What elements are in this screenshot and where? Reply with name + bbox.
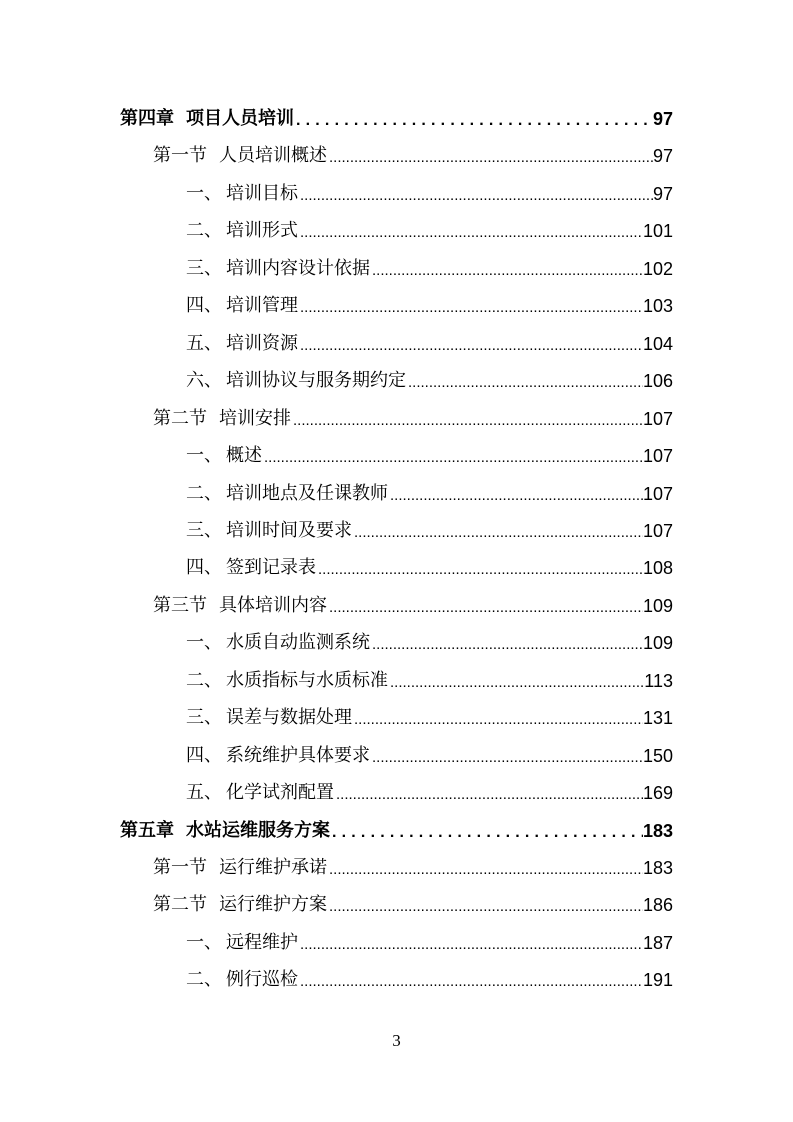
toc-entry-section[interactable] bbox=[153, 137, 673, 167]
toc-entry-page: 104 bbox=[642, 333, 673, 354]
toc-entry-page: 109 bbox=[642, 595, 673, 616]
toc-entry-title: 签到记录表 bbox=[226, 557, 316, 579]
toc-leader-dots bbox=[298, 224, 643, 242]
toc-entry-page: 131 bbox=[642, 708, 673, 729]
toc-entry-title: 培训协议与服务期约定 bbox=[226, 370, 406, 392]
toc-entry-number: 一、 bbox=[186, 182, 222, 204]
toc-entry-page: 107 bbox=[642, 520, 673, 541]
toc-entry-item[interactable] bbox=[186, 512, 673, 542]
toc-entry-label bbox=[186, 745, 370, 767]
toc-leader-dots bbox=[298, 973, 643, 991]
toc-leader-dots bbox=[327, 599, 643, 617]
toc-entry-item[interactable] bbox=[186, 287, 673, 317]
toc-leader-dots bbox=[262, 449, 643, 467]
toc-entry-item[interactable] bbox=[186, 737, 673, 767]
toc-entry-title: 水站运维服务方案 bbox=[186, 819, 330, 841]
toc-leader-dots bbox=[298, 299, 643, 317]
toc-entry-item[interactable] bbox=[186, 325, 673, 355]
toc-leader-dots bbox=[406, 374, 643, 392]
toc-leader-dots bbox=[298, 337, 643, 355]
toc-entry-label bbox=[186, 258, 370, 280]
toc-entry-item[interactable] bbox=[186, 250, 673, 280]
toc-entry-page: 183 bbox=[642, 858, 673, 878]
toc-entry-label bbox=[186, 670, 388, 692]
toc-entry-page: 109 bbox=[642, 633, 673, 654]
toc-leader-dots bbox=[388, 674, 644, 692]
toc-entry-title: 培训时间及要求 bbox=[226, 519, 352, 541]
toc-entry-item[interactable] bbox=[186, 175, 673, 205]
toc-leader-dots bbox=[334, 786, 643, 804]
toc-entry-section[interactable] bbox=[153, 587, 673, 617]
toc-entry-title: 水质自动监测系统 bbox=[226, 632, 370, 654]
toc-entry-title: 人员培训概述 bbox=[219, 145, 327, 167]
toc-leader-dots bbox=[352, 524, 643, 542]
toc-entry-number: 六、 bbox=[186, 370, 222, 392]
toc-entry-label bbox=[186, 220, 298, 242]
toc-entry-number: 第三节 bbox=[153, 594, 207, 616]
toc-entry-number: 三、 bbox=[186, 519, 222, 541]
toc-entry-title: 水质指标与水质标准 bbox=[226, 669, 388, 691]
toc-entry-item[interactable] bbox=[186, 475, 673, 505]
toc-entry-label bbox=[153, 145, 327, 167]
toc-entry-page: 97 bbox=[652, 109, 673, 129]
toc-leader-dots bbox=[327, 898, 643, 916]
toc-entry-page: 191 bbox=[642, 970, 673, 991]
toc-entry-title: 例行巡检 bbox=[226, 969, 298, 991]
toc-entry-section[interactable] bbox=[153, 849, 673, 879]
toc-entry-label bbox=[186, 932, 298, 954]
toc-entry-label bbox=[186, 557, 316, 579]
toc-entry-title: 远程维护 bbox=[226, 931, 298, 953]
toc-entry-label bbox=[186, 632, 370, 654]
toc-entry-number: 二、 bbox=[186, 220, 222, 242]
toc-entry-page: 103 bbox=[642, 296, 673, 317]
toc-entry-title: 项目人员培训 bbox=[186, 108, 294, 129]
toc-entry-chapter[interactable] bbox=[120, 812, 673, 842]
toc-entry-label bbox=[186, 183, 298, 205]
toc-leader-dots bbox=[298, 187, 653, 205]
toc-entry-title: 培训资源 bbox=[226, 332, 298, 354]
toc-entry-title: 概述 bbox=[226, 445, 262, 467]
toc-leader-dots bbox=[388, 487, 643, 505]
toc-entry-number: 二、 bbox=[186, 482, 222, 504]
toc-entry-page: 186 bbox=[642, 895, 673, 916]
toc-entry-item[interactable] bbox=[186, 212, 673, 242]
toc-entry-number: 二、 bbox=[186, 969, 222, 991]
toc-leader-dots bbox=[327, 861, 643, 879]
toc-entry-number: 五、 bbox=[186, 332, 222, 354]
toc-entry-title: 运行维护承诺 bbox=[219, 857, 327, 878]
toc-entry-number: 第二节 bbox=[153, 407, 207, 429]
toc-entry-number: 四、 bbox=[186, 744, 222, 766]
toc-entry-title: 培训管理 bbox=[226, 295, 298, 317]
toc-entry-page: 97 bbox=[652, 146, 673, 167]
page-number: 3 bbox=[392, 1031, 401, 1050]
toc-entry-title: 化学试剂配置 bbox=[226, 782, 334, 804]
toc-entry-item[interactable] bbox=[186, 437, 673, 467]
toc-leader-dots bbox=[370, 749, 643, 767]
toc-entry-page: 183 bbox=[642, 820, 673, 841]
toc-entry-label bbox=[186, 782, 334, 804]
toc-entry-item[interactable] bbox=[186, 961, 673, 991]
toc-entry-item[interactable] bbox=[186, 624, 673, 654]
toc-leader-dots bbox=[316, 561, 643, 579]
toc-leader-dots bbox=[370, 262, 643, 280]
toc-entry-label bbox=[186, 445, 262, 467]
toc-entry-title: 培训目标 bbox=[226, 182, 298, 204]
toc-leader-dots bbox=[330, 824, 643, 842]
toc-entry-item[interactable] bbox=[186, 699, 673, 729]
toc-entry-page: 101 bbox=[642, 221, 673, 242]
toc-entry-page: 107 bbox=[642, 408, 673, 429]
toc-leader-dots bbox=[370, 636, 643, 654]
toc-entry-label bbox=[153, 894, 327, 916]
toc-entry-number: 二、 bbox=[186, 669, 222, 691]
toc-entry-label bbox=[120, 108, 294, 130]
toc-entry-item[interactable] bbox=[186, 549, 673, 579]
toc-entry-label bbox=[186, 707, 352, 729]
toc-entry-title: 培训安排 bbox=[219, 407, 291, 429]
toc-leader-dots bbox=[291, 412, 643, 430]
toc-entry-title: 误差与数据处理 bbox=[226, 707, 352, 729]
toc-entry-title: 运行维护方案 bbox=[219, 894, 327, 916]
toc-entry-page: 107 bbox=[642, 483, 673, 504]
toc-entry-number: 一、 bbox=[186, 931, 222, 953]
toc-entry-number: 五、 bbox=[186, 782, 222, 804]
toc-entry-page: 108 bbox=[642, 558, 673, 579]
toc-entry-number: 第四章 bbox=[120, 108, 174, 129]
toc-entry-page: 107 bbox=[642, 446, 673, 467]
toc-entry-label bbox=[186, 483, 388, 505]
toc-entry-title: 系统维护具体要求 bbox=[226, 744, 370, 766]
toc-entry-chapter[interactable] bbox=[120, 100, 673, 130]
toc-entry-label bbox=[120, 820, 330, 842]
toc-entry-label bbox=[153, 408, 291, 430]
toc-entry-label bbox=[153, 595, 327, 617]
toc-entry-title: 培训内容设计依据 bbox=[226, 257, 370, 279]
toc-leader-dots bbox=[352, 711, 643, 729]
toc-entry-page: 102 bbox=[642, 258, 673, 279]
toc-entry-number: 四、 bbox=[186, 557, 222, 579]
toc-entry-title: 培训形式 bbox=[226, 220, 298, 242]
toc-entry-page: 150 bbox=[642, 745, 673, 766]
toc-entry-number: 三、 bbox=[186, 257, 222, 279]
toc-entry-number: 第一节 bbox=[153, 857, 207, 878]
toc-leader-dots bbox=[294, 112, 653, 130]
toc-entry-number: 第五章 bbox=[120, 819, 174, 841]
toc-leader-dots bbox=[327, 149, 653, 167]
toc-entry-label bbox=[186, 520, 352, 542]
toc-entry-title: 具体培训内容 bbox=[219, 594, 327, 616]
toc-entry-number: 一、 bbox=[186, 632, 222, 654]
toc-entry-label bbox=[186, 295, 298, 317]
toc-entry-item[interactable] bbox=[186, 774, 673, 804]
toc-entry-item[interactable] bbox=[186, 924, 673, 954]
toc-leader-dots bbox=[298, 936, 643, 954]
toc-entry-number: 第一节 bbox=[153, 145, 207, 167]
toc-entry-title: 培训地点及任课教师 bbox=[226, 482, 388, 504]
toc-entry-section[interactable] bbox=[153, 886, 673, 916]
toc-entry-number: 第二节 bbox=[153, 894, 207, 916]
toc-entry-label bbox=[186, 969, 298, 991]
toc-entry-item[interactable] bbox=[186, 662, 673, 692]
toc-entry-label bbox=[186, 370, 406, 392]
toc-entry-page: 113 bbox=[644, 670, 673, 691]
toc-entry-page: 106 bbox=[642, 371, 673, 392]
toc-entry-page: 187 bbox=[642, 932, 673, 953]
toc-entry-item[interactable] bbox=[186, 362, 673, 392]
toc-entry-section[interactable] bbox=[153, 400, 673, 430]
toc-entry-page: 169 bbox=[642, 783, 673, 804]
toc-entry-number: 三、 bbox=[186, 707, 222, 729]
toc-entry-label bbox=[153, 857, 327, 879]
toc-entry-number: 四、 bbox=[186, 295, 222, 317]
toc-entry-number: 一、 bbox=[186, 445, 222, 467]
toc-entry-page: 97 bbox=[652, 183, 673, 204]
toc-entry-label bbox=[186, 333, 298, 355]
